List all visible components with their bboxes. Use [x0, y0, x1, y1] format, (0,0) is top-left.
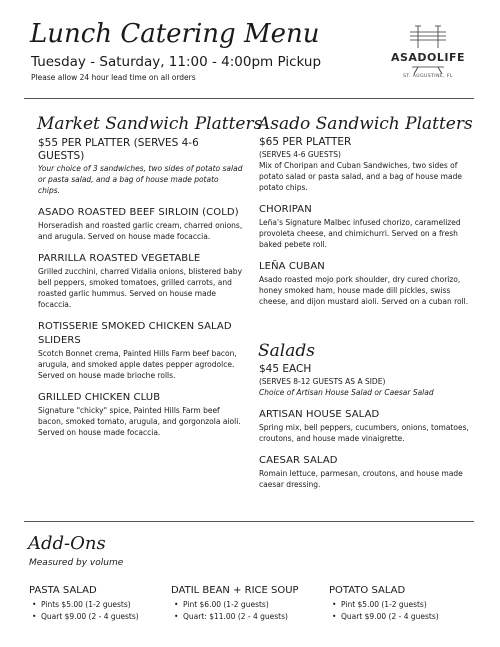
addon-name: POTATO SALAD: [329, 585, 406, 596]
asado-description: Mix of Choripan and Cuban Sandwiches, two sides of potato salad or pasta salad, and a bag of house made potato chips.: [259, 161, 462, 192]
menu-item-name: LEÑA CUBAN: [259, 261, 325, 272]
market-description: Your choice of 3 sandwiches, two sides of potato salad or pasta salad, and a bag of house made potato chips.: [38, 164, 243, 195]
menu-item-description: Scotch Bonnet crema, Painted Hills Farm beef bacon, arugula, and smoked apple dates pepper agrodolce. Served on house made brioche rolls.: [38, 349, 237, 380]
menu-item-description: Horseradish and roasted garlic cream, charred onions, and arugula. Served on house made focaccia.: [38, 221, 243, 241]
addon-datil-soup: [171, 584, 299, 623]
lead-time-note: Please allow 24 hour lead time on all orders: [31, 73, 196, 82]
addon-option: • Pint $5.00 (1-2 guests): [329, 599, 439, 611]
addon-name: DATIL BEAN + RICE SOUP: [171, 585, 299, 596]
addon-name: PASTA SALAD: [29, 585, 97, 596]
addons-subtitle: Measured by volume: [29, 558, 124, 568]
addon-potato-salad: [329, 584, 439, 623]
divider-bottom: [24, 521, 474, 522]
menu-item-name: CHORIPAN: [259, 204, 312, 215]
addons-title: Add-Ons: [28, 533, 106, 554]
salads-section-title: Salads: [258, 341, 315, 361]
market-price: $55 PER PLATTER (SERVES 4-6 GUESTS): [38, 137, 199, 162]
asado-section-title: Asado Sandwich Platters: [258, 114, 473, 134]
asado-serves: (SERVES 4-6 GUESTS): [259, 150, 341, 159]
salads-serves: (SERVES 8-12 GUESTS AS A SIDE): [259, 377, 386, 386]
menu-item-description: Leña's Signature Malbec infused chorizo, caramelized provoleta cheese, and chimichurri. Served on a fresh baked pebete roll.: [259, 218, 461, 249]
salads-choice: Choice of Artisan House Salad or Caesar Salad: [259, 388, 434, 397]
menu-item-name: ARTISAN HOUSE SALAD: [259, 409, 380, 420]
logo-wordmark: ASADOLIFE: [390, 51, 466, 64]
menu-item-description: Signature "chicky" spice, Painted Hills Farm beef bacon, smoked tomato, arugula, and gorgonzola aioli. Served on house made focaccia.: [38, 406, 241, 437]
asadolife-logo: [388, 22, 468, 90]
salads-section: [259, 363, 469, 490]
asado-price: $65 PER PLATTER: [259, 136, 352, 148]
menu-item-name: ASADO ROASTED BEEF SIRLOIN (COLD): [38, 207, 239, 218]
menu-item-description: Spring mix, bell peppers, cucumbers, onions, tomatoes, croutons, and house made vinaigrette.: [259, 423, 469, 443]
menu-item-name: CAESAR SALAD: [259, 455, 338, 466]
logo-location: ST. AUGUSTINE, FL: [403, 74, 453, 79]
menu-item-name: ROTISSERIE SMOKED CHICKEN SALAD SLIDERS: [38, 321, 232, 346]
addon-option: • Quart: $11.00 (2 - 4 guests): [171, 611, 299, 623]
menu-item-description: Romain lettuce, parmesan, croutons, and house made caesar dressing.: [259, 469, 463, 489]
divider-top: [24, 98, 474, 99]
menu-item-description: Asado roasted mojo pork shoulder, dry cured chorizo, honey smoked ham, house made dill pickles, swiss cheese, and dijon mustard aioli. Served on a cuban roll.: [259, 275, 469, 306]
addon-option: • Quart $9.00 (2 - 4 guests): [29, 611, 139, 623]
market-section: [38, 137, 243, 438]
page-title: Lunch Catering Menu: [30, 19, 320, 49]
addon-option: • Pints $5.00 (1-2 guests): [29, 599, 139, 611]
asado-section: [259, 136, 469, 307]
addon-option: • Pint $6.00 (1-2 guests): [171, 599, 299, 611]
addon-pasta-salad: [29, 584, 139, 623]
pickup-hours: Tuesday - Saturday, 11:00 - 4:00pm Pickup: [31, 54, 322, 70]
menu-item-name: GRILLED CHICKEN CLUB: [38, 392, 161, 403]
addon-option: • Quart $9.00 (2 - 4 guests): [329, 611, 439, 623]
market-section-title: Market Sandwich Platters: [37, 114, 263, 134]
menu-item-description: Grilled zucchini, charred Vidalia onions, blistered baby bell peppers, smoked tomatoes, grilled carrots, and roasted garlic hummus. Served on house made focaccia.: [38, 267, 243, 309]
menu-item-name: PARRILLA ROASTED VEGETABLE: [38, 253, 201, 264]
salads-price: $45 EACH: [259, 363, 312, 375]
